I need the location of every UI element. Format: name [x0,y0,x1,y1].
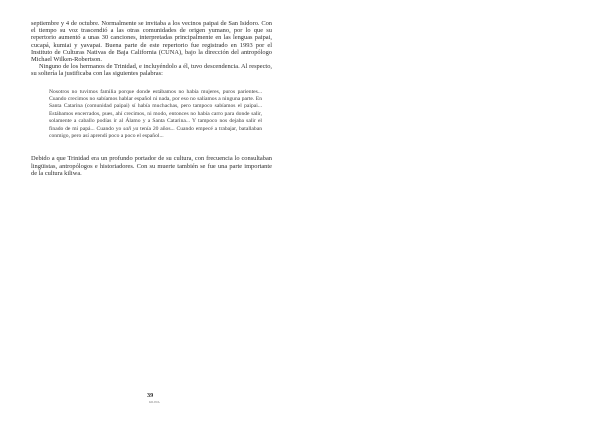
page-number: 39 [147,392,154,399]
quote-italic-text: sali ya [123,125,139,132]
body-paragraph-2: Ninguno de los hermanos de Trinidad, e incluyéndolo a él, tuvo descendencia. Al respecto, su soltería la justificaba con las siguientes palabras: [31,63,272,78]
quote-text-part-2: tenía 20 años... Cuando empecé a trabajar, batallaban conmigo, pero así aprendí poco a poco el español... [49,125,262,140]
text-column [31,20,272,177]
closing-paragraph: Debido a que Trinidad era un profundo portador de su cultura, con frecuencia lo consultaban lingüistas, antropólogos e historiadores. Con su muerte también se fue una parte importante de la cultura kiliwa. [31,155,272,177]
body-paragraph-1: septiembre y 4 de octubre. Normalmente se invitaba a los vecinos paipai de San Isidoro. Con el tiempo su voz trascendió a las otras comunidades de origen yumano, por lo que su repertorio aumentó a unas 30 canciones, interpretadas principalmente en las lenguas paipai, cucapá, kumiai y yavapai. Buena parte de este repertorio fue registrado en 1993 por el Instituto de Culturas Nativas de Baja California (CUNA), bajo la dirección del antropólogo Michael Wilken-Robertson. [31,20,272,64]
quote-text-part-1: Nosotros no tuvimos familia porque donde estábamos no había mujeres, puros parientes... Cuando crecimos no sabíamos hablar español ni nada, por eso no salíamos a ninguna parte. En Santa Catarina (comunidad paipai) sí había muchachas, pero tampoco sabíamos el paipai... Estábamos encerrados, pues, ahí crecimos, ni modo, entonces no había carro para donde salir, solamente a caballo podías ir al Álamo y a Santa Catarina... Y tampoco nos dejaba salir el finado de mi papá... Cuando yo [49,88,262,132]
block-quote [31,89,272,141]
page-footer-label: KILIWA [149,400,160,404]
